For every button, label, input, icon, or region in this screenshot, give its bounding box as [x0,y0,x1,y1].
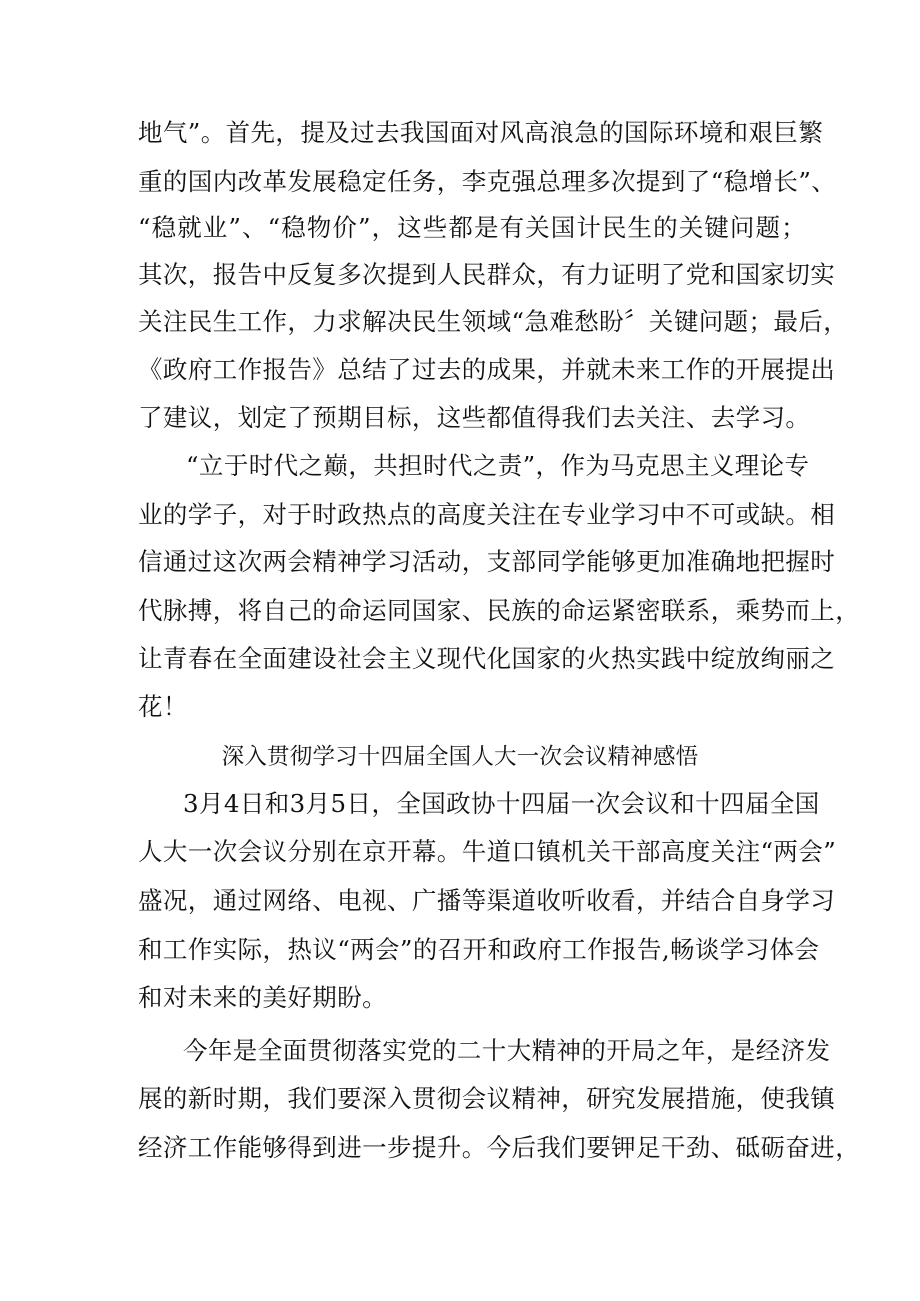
paragraph-3-line-4: 和工作实际，热议“两会”的召开和政府工作报告,畅谈学习体会 [138,935,820,964]
paragraph-1-line-3: “稳就业”、“稳物价”，这些都是有关国计民生的关键问题； [138,213,806,242]
paragraph-1-line-1: 地气”。首先，提及过去我国面对风高浪急的国际环境和艰巨繁 [138,118,824,147]
paragraph-1-line-7: 了建议，划定了预期目标，这些都值得我们去关注、去学习。 [138,403,811,432]
paragraph-1-line-5: 关注民生工作，力求解决民生领域“急难愁盼〞关键问题；最后， [138,307,849,336]
paragraph-3-line-1: 3月4日和3月5日，全国政协十四届一次会议和十四届全国 [183,789,820,818]
paragraph-1-line-4: 其次，报告中反复多次提到人民群众，有力证明了党和国家切实 [138,260,836,289]
paragraph-1-line-6: 《政府工作报告》总结了过去的成果，并就未来工作的开展提出 [138,355,836,384]
paragraph-4-line-1: 今年是全面贯彻落实党的二十大精神的开局之年，是经济发 [183,1036,831,1065]
paragraph-1-line-2: 重的国内改革发展稳定任务，李克强总理多次提到了“稳增长”、 [138,167,837,196]
paragraph-2-line-5: 让青春在全面建设社会主义现代化国家的火热实践中绽放绚丽之 [138,644,836,673]
paragraph-4-line-2: 展的新时期，我们要深入贯彻会议精神，研究发展措施，使我镇 [138,1084,836,1113]
paragraph-2-line-1: “立于时代之巅，共担时代之责”，作为马克思主义理论专 [186,451,810,480]
paragraph-3-line-2: 人大一次会议分别在京开幕。牛道口镇机关干部高度关注“两会” [138,837,837,866]
paragraph-3-line-3: 盛况，通过网络、电视、广播等渠道收听收看，并结合自身学习 [138,886,836,915]
paragraph-2-line-6: 花！ [138,692,188,721]
section-heading: 深入贯彻学习十四届全国人大一次会议精神感悟 [221,744,699,770]
paragraph-2-line-3: 信通过这次两会精神学习活动，支部同学能够更加准确地把握时 [138,547,836,576]
paragraph-3-line-5: 和对未来的美好期盼。 [138,983,387,1012]
paragraph-2-line-4: 代脉搏，将自己的命运同国家、民族的命运紧密联系，乘势而上， [138,596,861,625]
paragraph-4-line-3: 经济工作能够得到进一步提升。今后我们要钾足干劲、砥砺奋进， [138,1133,861,1162]
paragraph-2-line-2: 业的学子，对于时政热点的高度关注在专业学习中不可或缺。相 [138,500,836,529]
